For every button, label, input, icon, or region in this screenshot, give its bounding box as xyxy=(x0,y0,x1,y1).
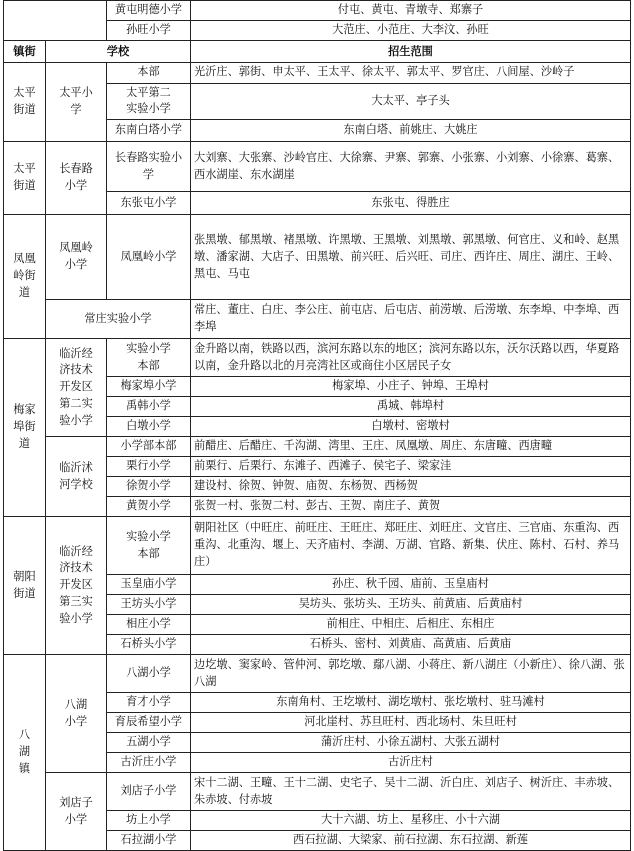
school-name: 玉皇庙小学 xyxy=(107,575,191,595)
enrollment-area: 前醋庄、后醋庄、千沟湖、湾里、王庄、凤凰墩、周庄、东唐疃、西唐疃 xyxy=(191,437,631,457)
school-name: 实验小学 本部 xyxy=(107,517,191,575)
enrollment-area: 张黑墩、郁黑墩、褚黑墩、许黑墩、王黑墩、刘黑墩、郭黑墩、何官庄、义和岭、赵黑墩、潘家湖、大店子、田黑墩、前兴旺、后兴旺、司庄、西许庄、周庄、湖庄、王岭、黑屯、马屯 xyxy=(191,215,631,300)
enrollment-area: 常庄、董庄、白庄、李公庄、前屯店、后屯店、前涝墩、后涝墩、东李埠、中李埠、西李埠 xyxy=(191,300,631,339)
school-name: 王坊头小学 xyxy=(107,595,191,615)
school-group-name: 太平小 学 xyxy=(46,62,107,142)
town-name: 凤凰 岭街 道 xyxy=(4,215,46,339)
school-name: 太平第二 实验小学 xyxy=(107,83,191,120)
enrollment-area: 大范庄、小范庄、大李汶、孙旺 xyxy=(191,20,631,40)
school-name: 坊上小学 xyxy=(107,811,191,831)
school-name: 孙旺小学 xyxy=(107,20,191,40)
header-town: 镇街 xyxy=(4,40,46,62)
school-name: 白墩小学 xyxy=(107,417,191,437)
enrollment-area: 大十六湖、坊上、星移庄、小十六湖 xyxy=(191,811,631,831)
enrollment-area: 吴坊头、张坊头、王坊头、前黄庙、后黄庙村 xyxy=(191,595,631,615)
school-name: 本部 xyxy=(107,62,191,83)
school-name: 育才小学 xyxy=(107,693,191,713)
town-name: 八 湖 镇 xyxy=(4,655,46,851)
table-row xyxy=(4,517,631,575)
table-row xyxy=(4,62,631,83)
table-row xyxy=(4,655,631,693)
table-row xyxy=(4,215,631,300)
school-group-name: 临沂经 济技术 开发区 第二实 验小学 xyxy=(46,339,107,437)
enrollment-table xyxy=(3,0,631,851)
enrollment-area: 孙庄、秋千园、庙前、玉皇庙村 xyxy=(191,575,631,595)
enrollment-area: 大刘寨、大张寨、沙岭官庄、大徐寨、尹寨、郭寨、小张寨、小刘寨、小徐寨、葛寨、西水湖崖、东水湖崖 xyxy=(191,142,631,192)
school-name: 黄屯明德小学 xyxy=(107,1,191,21)
town-name: 太平 街道 xyxy=(4,62,46,142)
enrollment-area: 禹城、韩埠村 xyxy=(191,397,631,417)
enrollment-area: 付屯、黄屯、青墩寺、郑寨子 xyxy=(191,1,631,21)
school-name: 东张屯小学 xyxy=(107,192,191,215)
school-name: 育辰希望小学 xyxy=(107,713,191,733)
enrollment-area: 西石拉湖、大梁家、前石拉湖、东石拉湖、新莲 xyxy=(191,831,631,851)
school-group-name: 临沂经 济技术 开发区 第三实 验小学 xyxy=(46,517,107,655)
enrollment-area: 建设村、徐贺、钟贺、庙贺、东杨贺、西杨贺 xyxy=(191,477,631,497)
school-group-name: 临沂沭 河学校 xyxy=(46,437,107,517)
school-name: 古沂庄小学 xyxy=(107,753,191,773)
town-name: 朝阳 街道 xyxy=(4,517,46,655)
enrollment-area: 光沂庄、郭街、申太平、王太平、徐太平、郭太平、罗官庄、八间屋、沙岭子 xyxy=(191,62,631,83)
enrollment-area: 东南白塔、前姚庄、大姚庄 xyxy=(191,120,631,142)
school-name: 东南白塔小学 xyxy=(107,120,191,142)
school-name: 常庄实验小学 xyxy=(46,300,191,339)
school-name: 凤凰岭小学 xyxy=(107,215,191,300)
enrollment-area: 东张屯、得胜庄 xyxy=(191,192,631,215)
table-row xyxy=(4,339,631,377)
school-name: 禹韩小学 xyxy=(107,397,191,417)
town-name: 梅家 埠街 道 xyxy=(4,339,46,517)
town-name: 太平 街道 xyxy=(4,142,46,215)
school-group-name: 长春路 小学 xyxy=(46,142,107,215)
enrollment-area: 东南角村、王圪墩村、湖圪墩村、张圪墩村、驻马滩村 xyxy=(191,693,631,713)
header-school: 学校 xyxy=(46,40,191,62)
school-name: 石桥头小学 xyxy=(107,635,191,655)
school-name: 栗行小学 xyxy=(107,457,191,477)
enrollment-area: 大太平、亭子头 xyxy=(191,83,631,120)
school-group-name: 八湖 小学 xyxy=(46,655,107,773)
school-group-name: 刘店子 小学 xyxy=(46,773,107,851)
enrollment-area: 石桥头、密村、刘黄庙、高黄庙、后黄庙 xyxy=(191,635,631,655)
school-name: 八湖小学 xyxy=(107,655,191,693)
enrollment-area: 河北崖村、苏旦旺村、西北场村、朱旦旺村 xyxy=(191,713,631,733)
empty-cell xyxy=(4,1,107,41)
enrollment-area: 朝阳社区（中旺庄、前旺庄、王旺庄、郑旺庄、刘旺庄、文官庄、三官庙、东重沟、西重沟、北重沟、堰上、天齐庙村、李湖、万湖、官路、新集、伏庄、陈村、石村、养马庄） xyxy=(191,517,631,575)
school-name: 刘店子小学 xyxy=(107,773,191,811)
enrollment-area: 前相庄、中相庄、后相庄、东相庄 xyxy=(191,615,631,635)
enrollment-area: 边圪墩、窦家岭、管仲河、郭圪墩、鄢八湖、小蒋庄、新八湖庄（小新庄）、徐八湖、张八湖 xyxy=(191,655,631,693)
table-row xyxy=(4,40,631,62)
school-name: 五湖小学 xyxy=(107,733,191,753)
table-row xyxy=(4,142,631,192)
enrollment-area: 白墩村、密墩村 xyxy=(191,417,631,437)
school-name: 长春路实验小 学 xyxy=(107,142,191,192)
enrollment-area: 古沂庄村 xyxy=(191,753,631,773)
enrollment-area: 蒲沂庄村、小徐五湖村、大张五湖村 xyxy=(191,733,631,753)
school-name: 梅家埠小学 xyxy=(107,377,191,397)
school-name: 石拉湖小学 xyxy=(107,831,191,851)
table-row xyxy=(4,773,631,811)
school-group-name: 凤凰岭 小学 xyxy=(46,215,107,300)
header-area: 招生范围 xyxy=(191,40,631,62)
enrollment-area: 金升路以南，铁路以西，滨河东路以东的地区；滨河东路以东，沃尔沃路以西，华夏路以南，金升路以北的月亮湾社区或商住小区居民子女 xyxy=(191,339,631,377)
enrollment-area: 前栗行、后栗行、东滩子、西滩子、侯宅子、梁家洼 xyxy=(191,457,631,477)
school-name: 小学部本部 xyxy=(107,437,191,457)
school-name: 黄贺小学 xyxy=(107,497,191,517)
school-name: 相庄小学 xyxy=(107,615,191,635)
school-name: 实验小学 本部 xyxy=(107,339,191,377)
table-row xyxy=(4,1,631,21)
table-row xyxy=(4,437,631,457)
school-name: 徐贺小学 xyxy=(107,477,191,497)
enrollment-area: 宋十二湖、王疃、王十二湖、史宅子、吴十二湖、沂白庄、刘店子、树沂庄、丰赤坡、朱赤坡、付赤坡 xyxy=(191,773,631,811)
enrollment-area: 梅家埠、小庄子、钟埠、王埠村 xyxy=(191,377,631,397)
enrollment-area: 张贺一村、张贺二村、彭古、王贺、南庄子、黄贺 xyxy=(191,497,631,517)
table-row xyxy=(4,300,631,339)
